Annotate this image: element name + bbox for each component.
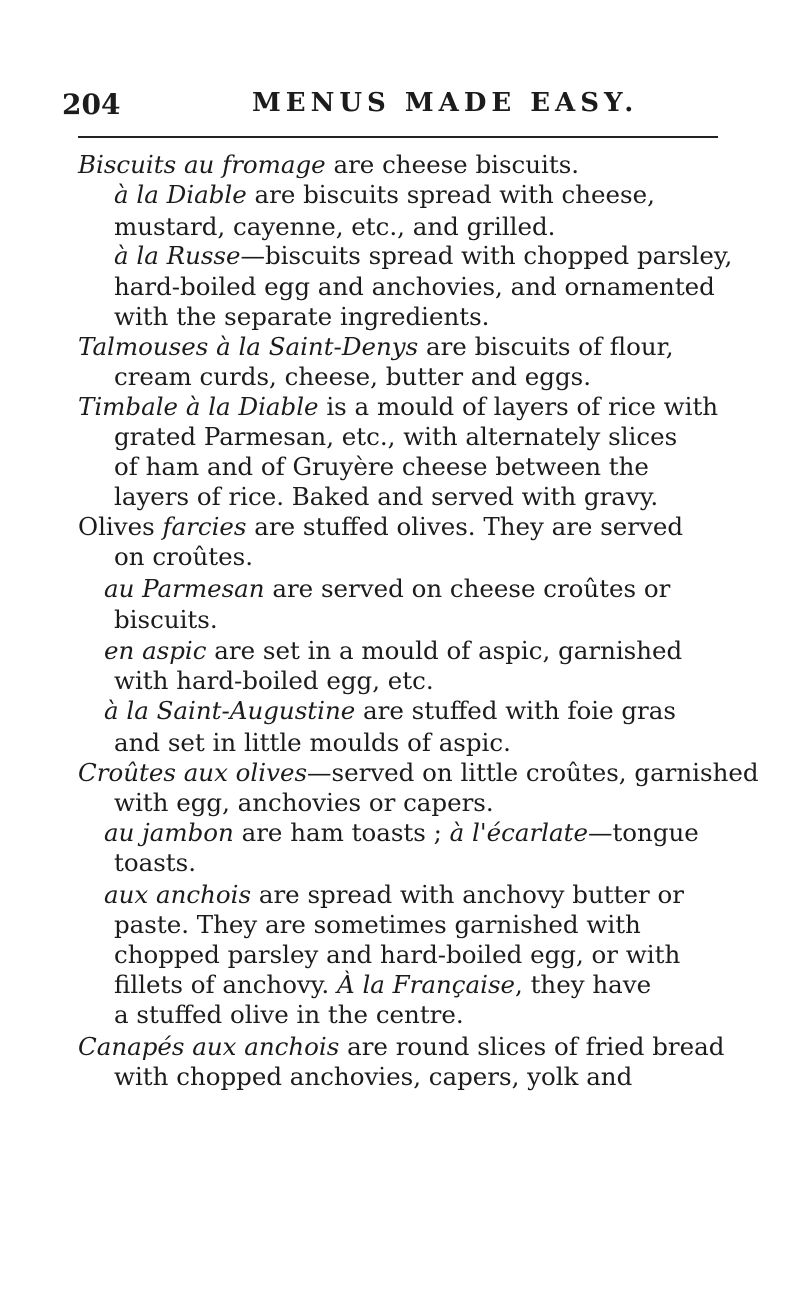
text-run: with hard-boiled egg, etc. bbox=[114, 666, 434, 695]
text-line bbox=[78, 332, 673, 362]
text-run: paste. They are sometimes garnished with bbox=[114, 910, 641, 939]
italic-term: Biscuits au fromage bbox=[78, 150, 326, 179]
text-run: —served on little croûtes, garnished bbox=[307, 758, 759, 787]
text-run: fillets of anchovy. bbox=[114, 970, 337, 999]
text-run: are biscuits of flour, bbox=[418, 332, 674, 361]
italic-term: à l'écarlate bbox=[449, 818, 588, 847]
text-run: with egg, anchovies or capers. bbox=[114, 788, 494, 817]
text-line bbox=[114, 302, 489, 332]
text-line bbox=[114, 362, 591, 392]
text-line bbox=[114, 272, 715, 302]
italic-term: en aspic bbox=[104, 636, 207, 665]
text-run: with the separate ingredients. bbox=[114, 302, 490, 331]
italic-term: aux anchois bbox=[104, 880, 252, 909]
italic-term: À la Française bbox=[336, 970, 516, 999]
italic-term: Talmouses à la Saint-Denys bbox=[78, 332, 419, 361]
text-run: with chopped anchovies, capers, yolk and bbox=[114, 1062, 633, 1091]
text-line bbox=[104, 636, 682, 666]
text-run: hard-boiled egg and anchovies, and ornamented bbox=[114, 272, 715, 301]
text-line bbox=[78, 758, 759, 788]
text-line bbox=[104, 574, 670, 604]
text-run: of ham and of Gruyère cheese between the bbox=[114, 452, 649, 481]
text-run: on croûtes. bbox=[114, 542, 253, 571]
text-line bbox=[114, 482, 658, 512]
text-run: are cheese biscuits. bbox=[325, 150, 580, 179]
italic-term: Canapés aux anchois bbox=[78, 1032, 340, 1061]
text-line bbox=[78, 150, 579, 180]
text-run: mustard, cayenne, etc., and grilled. bbox=[114, 212, 556, 241]
running-title: MENUS MADE EASY. bbox=[252, 88, 639, 118]
text-run: —biscuits spread with chopped parsley, bbox=[240, 241, 733, 270]
text-line bbox=[78, 392, 718, 422]
italic-term: à la Russe bbox=[114, 241, 241, 270]
text-line bbox=[114, 910, 641, 940]
italic-term: au jambon bbox=[104, 818, 234, 847]
text-line bbox=[114, 241, 732, 271]
text-run: —tongue bbox=[587, 818, 699, 847]
text-run: are round slices of fried bread bbox=[339, 1032, 725, 1061]
page-number: 204 bbox=[62, 88, 121, 121]
text-line bbox=[104, 696, 676, 726]
text-line bbox=[114, 452, 649, 482]
text-line bbox=[114, 848, 196, 878]
text-line bbox=[114, 212, 555, 242]
text-run: toasts. bbox=[114, 848, 196, 877]
text-line bbox=[114, 180, 655, 210]
text-run: are ham toasts ; bbox=[233, 818, 450, 847]
italic-term: Croûtes aux olives bbox=[78, 758, 308, 787]
text-line bbox=[114, 1062, 632, 1092]
text-run: are stuffed with foie gras bbox=[355, 696, 676, 725]
text-line bbox=[114, 542, 253, 572]
text-run: biscuits. bbox=[114, 605, 218, 634]
italic-term: Timbale à la Diable bbox=[78, 392, 319, 421]
text-line bbox=[114, 788, 494, 818]
text-run: layers of rice. Baked and served with gravy. bbox=[114, 482, 659, 511]
italic-term: à la Diable bbox=[114, 180, 247, 209]
text-run: are spread with anchovy butter or bbox=[251, 880, 684, 909]
italic-term: à la Saint-Augustine bbox=[104, 696, 356, 725]
text-run: , they have bbox=[515, 970, 652, 999]
italic-term: au Parmesan bbox=[104, 574, 265, 603]
text-run: are set in a mould of aspic, garnished bbox=[206, 636, 683, 665]
text-line bbox=[104, 818, 699, 848]
text-run: are biscuits spread with cheese, bbox=[246, 180, 655, 209]
text-run: grated Parmesan, etc., with alternately slices bbox=[114, 422, 678, 451]
text-run: are served on cheese croûtes or bbox=[264, 574, 671, 603]
text-run: chopped parsley and hard-boiled egg, or with bbox=[114, 940, 681, 969]
text-line bbox=[114, 940, 680, 970]
text-run: are stuffed olives. They are served bbox=[246, 512, 684, 541]
text-run: and set in little moulds of aspic. bbox=[114, 728, 511, 757]
italic-term: farcies bbox=[162, 512, 247, 541]
text-line bbox=[114, 422, 677, 452]
text-line bbox=[114, 1000, 464, 1030]
text-line bbox=[114, 666, 434, 696]
text-run: cream curds, cheese, butter and eggs. bbox=[114, 362, 591, 391]
text-run: a stuffed olive in the centre. bbox=[114, 1000, 464, 1029]
page-header bbox=[62, 88, 774, 128]
text-line bbox=[78, 1032, 724, 1062]
text-line bbox=[104, 880, 684, 910]
header-rule bbox=[78, 136, 718, 138]
text-line bbox=[78, 512, 683, 542]
text-line bbox=[114, 605, 218, 635]
text-line bbox=[114, 970, 651, 1000]
text-run: Olives bbox=[78, 512, 163, 541]
text-run: is a mould of layers of rice with bbox=[318, 392, 719, 421]
text-line bbox=[114, 728, 511, 758]
